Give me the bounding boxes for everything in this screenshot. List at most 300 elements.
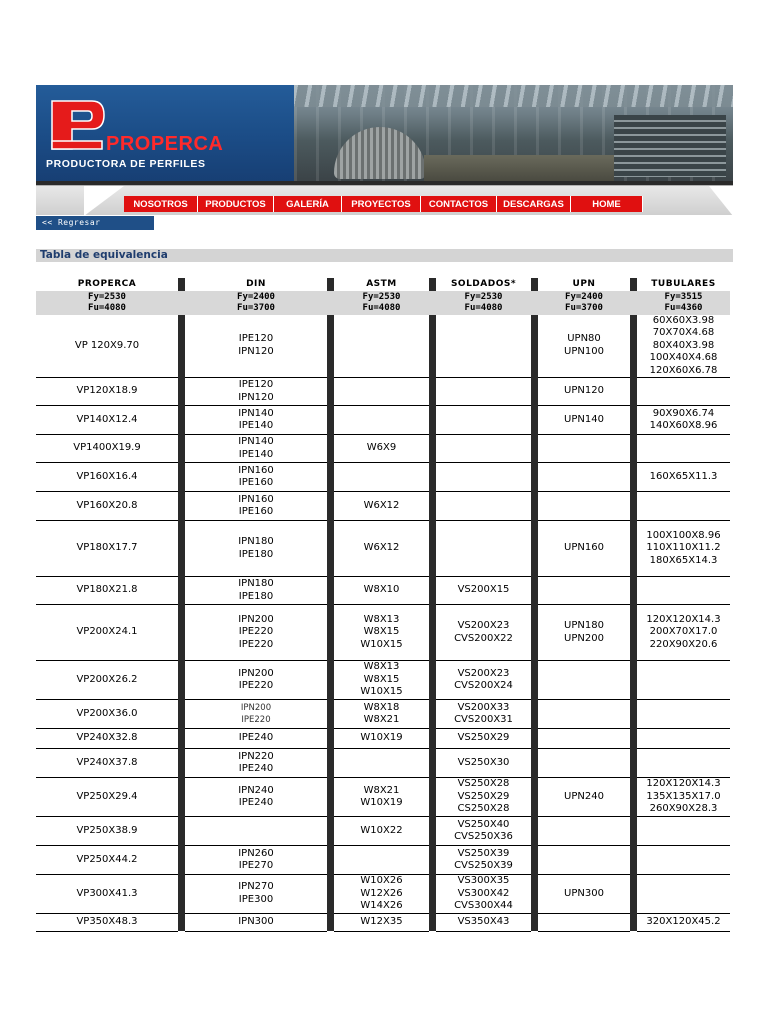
cell-soldados <box>436 913 531 931</box>
column-separator <box>327 278 334 291</box>
cell-value: UPN80 <box>567 333 601 345</box>
cell-upn <box>538 406 630 435</box>
cell-value: VS250X40 <box>457 818 510 830</box>
cell-upn <box>538 749 630 778</box>
cell-upn <box>538 521 630 577</box>
cell-soldados <box>436 435 531 463</box>
cell-astm <box>334 463 429 492</box>
cell-value: W14X26 <box>360 900 403 911</box>
cell-din <box>185 913 327 931</box>
column-separator <box>178 291 185 315</box>
cell-astm <box>334 729 429 749</box>
equivalence-table <box>36 278 730 932</box>
column-separator <box>327 661 334 700</box>
cell-soldados <box>436 778 531 817</box>
cell-value: IPE220 <box>238 680 274 691</box>
cell-value: 160X65X11.3 <box>649 470 718 482</box>
cell-soldados <box>436 492 531 521</box>
column-separator <box>429 291 436 315</box>
cell-value: IPE120 <box>238 379 274 390</box>
cell-properca: VP350X48.3 <box>36 913 178 931</box>
column-separator <box>531 291 538 315</box>
table-row <box>36 521 730 577</box>
column-separator <box>630 492 637 521</box>
cell-din <box>185 463 327 492</box>
column-separator <box>630 749 637 778</box>
column-separator <box>327 521 334 577</box>
cell-value: W6X12 <box>363 499 400 511</box>
column-separator <box>429 913 436 931</box>
column-separator <box>327 315 334 378</box>
cell-properca: VP300X41.3 <box>36 875 178 914</box>
cell-tubulares <box>637 315 730 378</box>
cell-astm <box>334 661 429 700</box>
column-separator <box>630 605 637 661</box>
cell-value: IPE220 <box>241 715 271 725</box>
cell-properca: VP120X18.9 <box>36 378 178 406</box>
table-row <box>36 605 730 661</box>
cell-properca: VP 120X9.70 <box>36 315 178 378</box>
cell-soldados <box>436 729 531 749</box>
cell-tubulares <box>637 492 730 521</box>
column-separator <box>429 778 436 817</box>
cell-value: W8X21 <box>363 784 400 796</box>
cell-soldados <box>436 406 531 435</box>
spec-fy: Fy=3515 <box>664 291 703 302</box>
column-separator <box>531 378 538 406</box>
cell-value: 110X110X11.2 <box>646 542 721 554</box>
cell-value: VS200X15 <box>457 584 510 596</box>
column-separator <box>178 817 185 846</box>
nav-proyectos[interactable]: PROYECTOS <box>342 196 421 212</box>
column-separator <box>178 435 185 463</box>
cell-din <box>185 605 327 661</box>
cell-tubulares <box>637 749 730 778</box>
cell-value: VS200X23 <box>457 620 510 631</box>
table-row <box>36 406 730 435</box>
cell-value: VS300X42 <box>457 887 510 899</box>
column-separator <box>178 378 185 406</box>
nav-wedge-right <box>709 186 733 216</box>
nav-items <box>124 196 643 212</box>
column-separator <box>178 492 185 521</box>
cell-value: IPN120 <box>238 391 274 403</box>
cell-tubulares <box>637 605 730 661</box>
cell-value: 135X135X17.0 <box>646 790 721 802</box>
cell-tubulares <box>637 406 730 435</box>
column-separator <box>531 435 538 463</box>
column-separator <box>531 463 538 492</box>
spec-fy: Fy=2530 <box>464 291 503 302</box>
cell-value: W10X19 <box>360 732 403 744</box>
cell-properca: VP140X12.4 <box>36 406 178 435</box>
column-separator <box>531 729 538 749</box>
column-separator <box>178 729 185 749</box>
cell-soldados <box>436 817 531 846</box>
column-separator <box>327 378 334 406</box>
cell-properca: VP1400X19.9 <box>36 435 178 463</box>
column-separator <box>630 846 637 875</box>
cell-value: VS200X33 <box>457 701 510 713</box>
cell-upn <box>538 700 630 729</box>
header-properca: PROPERCA <box>77 279 137 289</box>
column-separator <box>630 463 637 492</box>
column-separator <box>327 435 334 463</box>
cell-astm <box>334 817 429 846</box>
column-separator <box>327 291 334 315</box>
column-separator <box>429 315 436 378</box>
cell-value: IPN260 <box>238 847 274 859</box>
column-separator <box>429 605 436 661</box>
cell-soldados <box>436 846 531 875</box>
column-separator <box>327 778 334 817</box>
table-row <box>36 492 730 521</box>
cell-value: IPN140 <box>238 407 274 419</box>
cell-upn <box>538 577 630 605</box>
cell-value: 180X65X14.3 <box>649 554 718 566</box>
cell-value: 90X90X6.74 <box>652 407 715 419</box>
column-separator <box>531 315 538 378</box>
cell-din <box>185 661 327 700</box>
cell-tubulares <box>637 435 730 463</box>
table-row <box>36 817 730 846</box>
column-separator <box>429 729 436 749</box>
cell-value: W8X13 <box>363 613 400 625</box>
cell-astm <box>334 700 429 729</box>
nav-home[interactable]: HOME <box>571 196 643 212</box>
cell-properca: VP180X17.7 <box>36 521 178 577</box>
cell-astm <box>334 913 429 931</box>
cell-upn <box>538 661 630 700</box>
cell-value: W10X26 <box>360 875 403 886</box>
cell-soldados <box>436 521 531 577</box>
cell-tubulares <box>637 700 730 729</box>
column-separator <box>178 846 185 875</box>
column-separator <box>630 315 637 378</box>
column-separator <box>429 278 436 291</box>
cell-properca: VP160X16.4 <box>36 463 178 492</box>
column-separator <box>429 661 436 700</box>
column-separator <box>429 463 436 492</box>
table-row <box>36 661 730 700</box>
table-body <box>36 315 730 932</box>
cell-value: IPN200 <box>238 613 274 625</box>
header-banner <box>36 85 733 185</box>
cell-value: W8X21 <box>363 714 400 725</box>
cell-value: IPN120 <box>238 345 274 357</box>
column-separator <box>531 406 538 435</box>
column-separator <box>327 729 334 749</box>
cell-value: IPE300 <box>238 893 274 905</box>
column-separator <box>630 278 637 291</box>
cell-value: UPN240 <box>564 790 604 802</box>
properca-logo-icon <box>48 97 108 153</box>
cell-soldados <box>436 700 531 729</box>
column-separator <box>630 406 637 435</box>
cell-value: W10X15 <box>360 638 403 650</box>
spec-soldados <box>436 291 531 315</box>
table-row <box>36 378 730 406</box>
table-row <box>36 463 730 492</box>
cell-value: IPE160 <box>238 506 274 517</box>
cell-value: IPN180 <box>238 578 274 589</box>
cell-properca: VP200X36.0 <box>36 700 178 729</box>
cell-properca: VP250X44.2 <box>36 846 178 875</box>
table-row <box>36 778 730 817</box>
nav-galeria[interactable]: GALERÍA <box>274 196 342 212</box>
cell-value: IPN140 <box>238 436 274 447</box>
cell-value: W8X10 <box>363 584 400 596</box>
header-din: DIN <box>246 279 266 289</box>
column-separator <box>429 435 436 463</box>
column-separator <box>531 661 538 700</box>
cell-value: IPE120 <box>238 333 274 345</box>
cell-upn <box>538 778 630 817</box>
column-separator <box>178 700 185 729</box>
cell-value: IPN200 <box>238 667 274 679</box>
cell-astm <box>334 605 429 661</box>
cell-soldados <box>436 378 531 406</box>
column-separator <box>531 913 538 931</box>
photo-roof <box>294 85 733 107</box>
nav-contactos[interactable]: CONTACTOS <box>421 196 497 212</box>
cell-din <box>185 315 327 378</box>
cell-tubulares <box>637 661 730 700</box>
cell-value: 100X40X4.68 <box>649 352 718 363</box>
cell-value: W6X12 <box>363 542 400 554</box>
cell-value: IPE180 <box>238 548 274 560</box>
cell-tubulares <box>637 521 730 577</box>
cell-value: UPN180 <box>564 620 604 631</box>
cell-value: W8X18 <box>363 701 400 713</box>
cell-value: IPN300 <box>238 915 274 927</box>
cell-value: W12X35 <box>360 915 403 927</box>
cell-upn <box>538 435 630 463</box>
cell-value: VS350X43 <box>457 915 510 927</box>
logo-panel <box>36 85 294 181</box>
cell-astm <box>334 577 429 605</box>
cell-astm <box>334 846 429 875</box>
column-separator <box>531 875 538 914</box>
column-separator <box>327 463 334 492</box>
column-separator <box>630 778 637 817</box>
cell-upn <box>538 378 630 406</box>
cell-value: VS250X29 <box>457 790 510 802</box>
column-separator <box>327 406 334 435</box>
spec-upn <box>538 291 630 315</box>
column-separator <box>429 406 436 435</box>
column-separator <box>327 913 334 931</box>
cell-din <box>185 492 327 521</box>
cell-value: IPN180 <box>238 536 274 547</box>
column-separator <box>429 846 436 875</box>
column-separator <box>531 278 538 291</box>
photo-steel-coil <box>334 127 426 179</box>
cell-value: CVS200X22 <box>454 632 513 644</box>
nav-productos[interactable]: PRODUCTOS <box>198 196 274 212</box>
spec-fu: Fu=3700 <box>237 302 275 313</box>
table-row <box>36 846 730 875</box>
cell-value: W8X13 <box>363 661 400 673</box>
spec-fy: Fy=2400 <box>237 291 275 302</box>
column-separator <box>429 817 436 846</box>
spec-fy: Fy=2530 <box>88 291 126 302</box>
cell-value: IPN160 <box>238 493 274 505</box>
cell-value: CVS200X31 <box>454 714 513 725</box>
column-separator <box>327 605 334 661</box>
column-separator <box>178 875 185 914</box>
table-row <box>36 913 730 931</box>
nav-nosotros[interactable]: NOSOTROS <box>124 196 198 212</box>
cell-din <box>185 435 327 463</box>
spec-fy: Fy=2530 <box>362 291 401 302</box>
spec-fu: Fu=4360 <box>664 302 703 313</box>
column-separator <box>178 278 185 291</box>
cell-value: UPN300 <box>564 887 604 899</box>
header-astm: ASTM <box>366 279 397 289</box>
cell-value: 200X70X17.0 <box>649 626 718 638</box>
cell-upn <box>538 729 630 749</box>
column-separator <box>327 749 334 778</box>
cell-value: UPN140 <box>564 413 604 425</box>
cell-value: W8X15 <box>363 673 400 685</box>
column-separator <box>630 378 637 406</box>
cell-value: 140X60X8.96 <box>649 420 718 431</box>
cell-value: W10X15 <box>360 686 403 698</box>
header-tubulares: TUBULARES <box>651 279 716 289</box>
cell-value: CVS300X44 <box>454 900 513 911</box>
cell-din <box>185 729 327 749</box>
cell-tubulares <box>637 378 730 406</box>
header-soldados: SOLDADOS* <box>450 279 517 289</box>
cell-soldados <box>436 463 531 492</box>
cell-value: CVS250X39 <box>454 860 513 871</box>
cell-properca: VP180X21.8 <box>36 577 178 605</box>
cell-upn <box>538 463 630 492</box>
cell-tubulares <box>637 913 730 931</box>
column-separator <box>178 521 185 577</box>
table-spec-row <box>36 291 730 315</box>
cell-value: IPE160 <box>238 477 274 488</box>
cell-value: 60X60X3.98 <box>652 314 715 326</box>
column-separator <box>630 729 637 749</box>
column-separator <box>178 778 185 817</box>
cell-din <box>185 521 327 577</box>
table-row <box>36 577 730 605</box>
cell-astm <box>334 435 429 463</box>
column-separator <box>531 846 538 875</box>
column-separator <box>178 463 185 492</box>
column-separator <box>630 875 637 914</box>
cell-value: W6X9 <box>366 442 397 454</box>
column-separator <box>429 700 436 729</box>
cell-value: IPE240 <box>238 797 274 808</box>
cell-properca: VP160X20.8 <box>36 492 178 521</box>
cell-value: IPN160 <box>238 464 274 476</box>
cell-value: IPN240 <box>238 784 274 796</box>
cell-value: 220X90X20.6 <box>649 638 718 650</box>
cell-tubulares <box>637 729 730 749</box>
back-link[interactable]: << Regresar <box>36 216 154 230</box>
cell-din <box>185 875 327 914</box>
cell-value: IPE140 <box>238 420 274 431</box>
table-row <box>36 729 730 749</box>
header-upn: UPN <box>572 279 596 289</box>
brand-name: PROPERCA <box>106 133 224 155</box>
spec-din <box>185 291 327 315</box>
main-nav <box>36 185 733 215</box>
cell-value: 260X90X28.3 <box>649 803 718 815</box>
table-header-row <box>36 278 730 291</box>
cell-soldados <box>436 315 531 378</box>
nav-descargas[interactable]: DESCARGAS <box>497 196 571 212</box>
column-separator <box>327 875 334 914</box>
spec-astm <box>334 291 429 315</box>
cell-value: VS250X28 <box>457 778 510 790</box>
column-separator <box>429 875 436 914</box>
table-row <box>36 435 730 463</box>
cell-value: IPE220 <box>238 638 274 650</box>
photo-beam-stack <box>614 115 726 177</box>
column-separator <box>531 778 538 817</box>
column-separator <box>178 749 185 778</box>
cell-value: CVS250X36 <box>454 831 513 842</box>
cell-soldados <box>436 661 531 700</box>
cell-value: VS250X30 <box>457 756 510 768</box>
column-separator <box>178 913 185 931</box>
cell-upn <box>538 817 630 846</box>
cell-soldados <box>436 875 531 914</box>
table-row <box>36 749 730 778</box>
spec-properca <box>36 291 178 315</box>
cell-value: VS250X39 <box>457 847 510 859</box>
spec-fu: Fu=4080 <box>464 302 503 313</box>
cell-value: IPE240 <box>238 732 274 744</box>
cell-astm <box>334 778 429 817</box>
column-separator <box>630 291 637 315</box>
cell-upn <box>538 913 630 931</box>
cell-din <box>185 378 327 406</box>
cell-upn <box>538 315 630 378</box>
column-separator <box>531 700 538 729</box>
cell-properca: VP250X29.4 <box>36 778 178 817</box>
cell-properca: VP200X26.2 <box>36 661 178 700</box>
cell-value: IPE240 <box>238 763 274 774</box>
column-separator <box>178 406 185 435</box>
cell-value: 320X120X45.2 <box>646 915 721 927</box>
cell-upn <box>538 492 630 521</box>
column-separator <box>630 817 637 846</box>
column-separator <box>531 605 538 661</box>
spec-tubulares <box>637 291 730 315</box>
column-separator <box>327 577 334 605</box>
column-separator <box>630 435 637 463</box>
cell-astm <box>334 378 429 406</box>
cell-value: IPE180 <box>238 590 274 602</box>
column-separator <box>630 700 637 729</box>
cell-value: UPN160 <box>564 542 604 554</box>
cell-value: VS200X23 <box>457 667 510 679</box>
cell-value: IPE140 <box>238 448 274 460</box>
section-title: Tabla de equivalencia <box>36 249 733 262</box>
cell-astm <box>334 521 429 577</box>
cell-value: 80X40X3.98 <box>652 339 715 351</box>
column-separator <box>327 700 334 729</box>
cell-tubulares <box>637 463 730 492</box>
cell-upn <box>538 846 630 875</box>
cell-astm <box>334 875 429 914</box>
cell-value: W10X19 <box>360 797 403 808</box>
